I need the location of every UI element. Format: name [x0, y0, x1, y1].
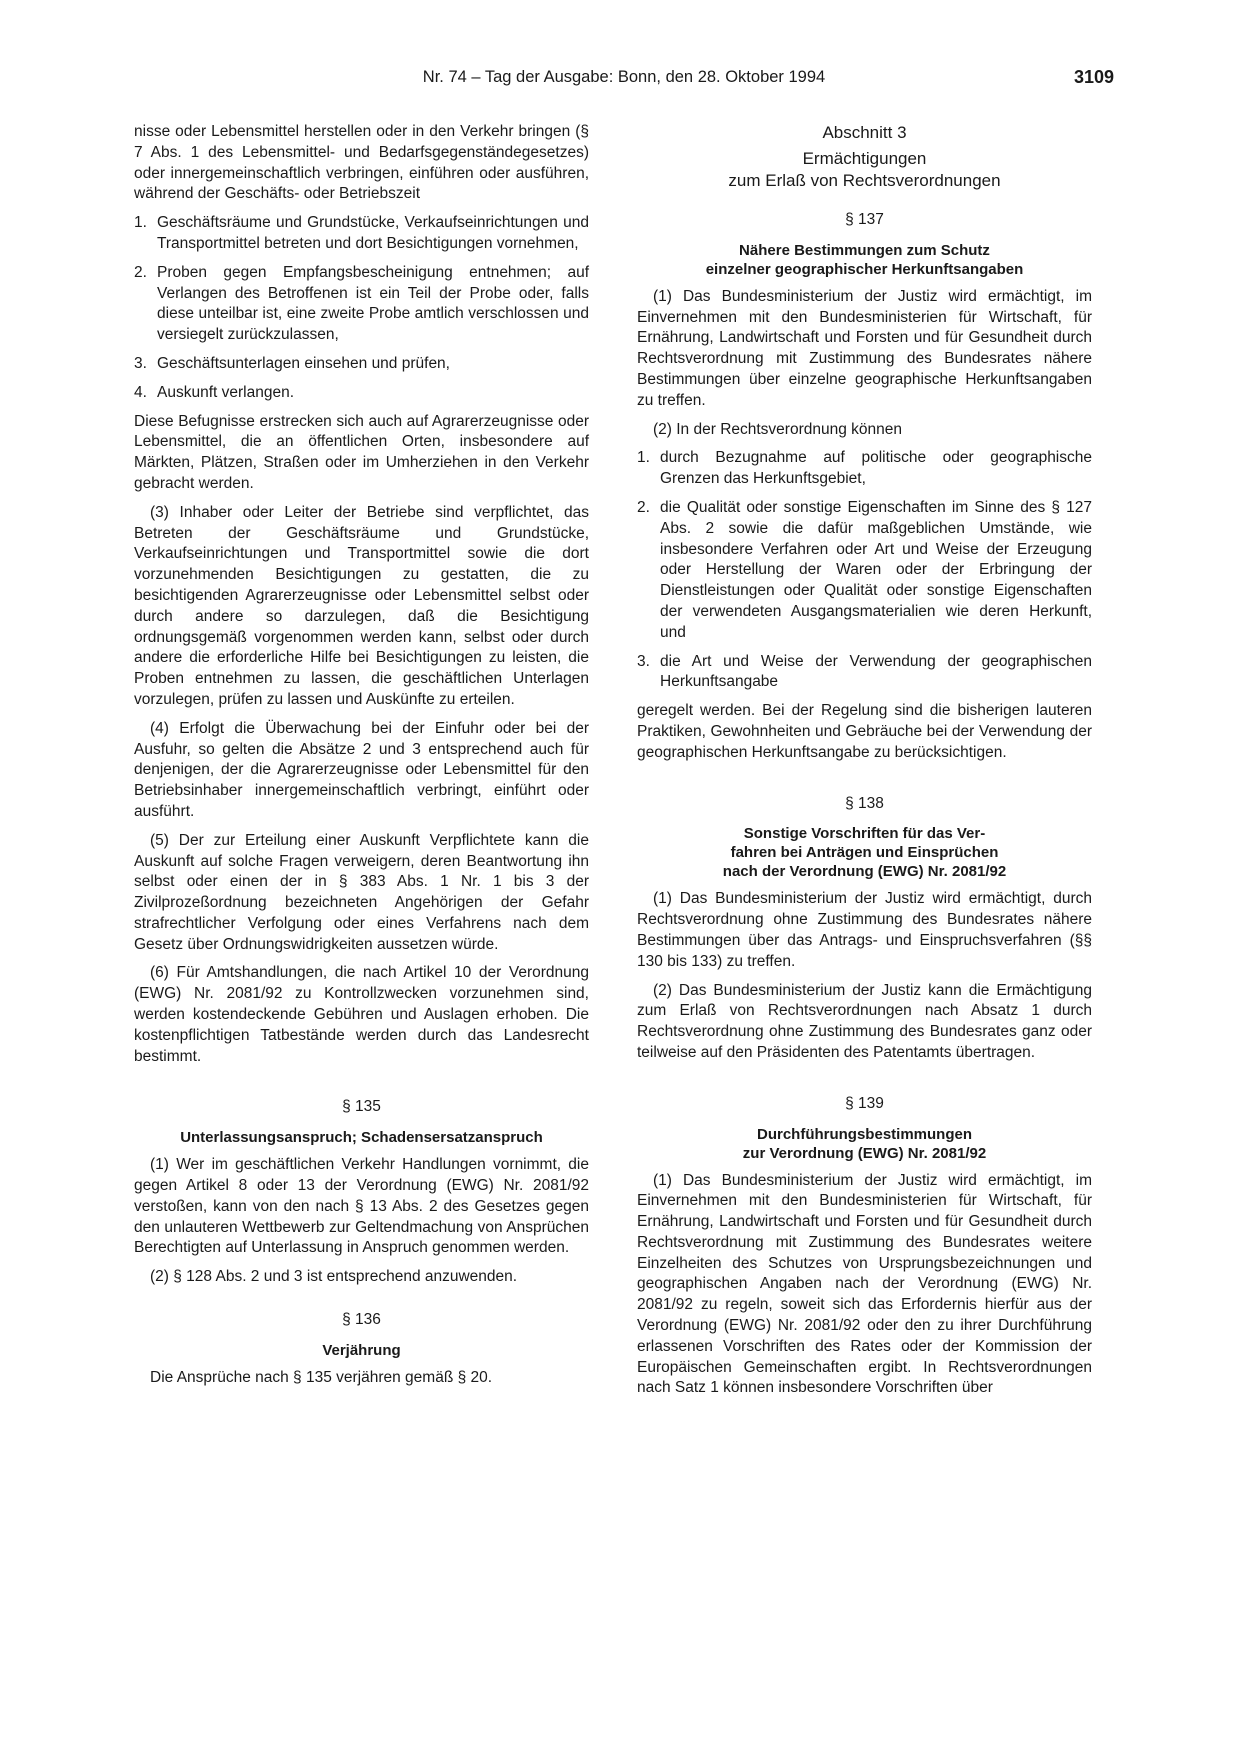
list-item [637, 652, 1092, 694]
list-item [637, 498, 1092, 644]
intro-paragraph: nisse oder Lebensmittel herstellen oder in den Verkehr bringen (§ 7 Abs. 1 des Lebensmittel- und Bedarfsgegenständegesetzes) oder innergemeinschaftlich verbringen, einführen oder ausführen, während der Geschäfts- oder Betriebszeit [134, 123, 589, 203]
list-item-text: Geschäftsunterlagen einsehen und prüfen, [157, 354, 450, 372]
section-138-title-line-3: nach der Verordnung (EWG) Nr. 2081/92 [722, 863, 1007, 881]
paragraph-3: (3) Inhaber oder Leiter der Betriebe sind verpflichtet, das Betreten der Geschäftsräume und Grundstücke, Verkaufseinrichtungen und Transportmittel sowie die dort vorzunehmenden Besichtigungen zu gestatten, die zu besichtigenden Agrarerzeugnisse oder Lebensmittel selbst oder durch andere so darzulegen, daß die Besichtigung ordnungsgemäß vorgenommen werden kann, selbst oder durch andere die erforderliche Hilfe bei Besichtigungen zu leisten, die Proben entnehmen zu lassen, die geschäftlichen Unterlagen vorzulegen, prüfen zu lassen und Auskünfte zu erteilen. [134, 503, 589, 708]
section-137-title [637, 241, 1092, 279]
header-text: Nr. 74 – Tag der Ausgabe: Bonn, den 28. Oktober 1994 [422, 68, 826, 86]
chapter-title-line-2: zum Erlaß von Rechtsverordnungen [728, 171, 1001, 190]
section-139-paragraph-1: (1) Das Bundesministerium der Justiz wird ermächtigt, im Einvernehmen mit den Bundesministerien für Wirtschaft, für Ernährung, Landwirtschaft und Forsten und für Gesundheit durch Rechtsverordnung mit Zustimmung des Bundesrates weitere Einzelheiten des Schutzes von Ursprungsbezeichnungen und geographischen Angaben nach der Verordnung (EWG) Nr. 2081/92 zu regeln, soweit sich das Erfordernis hierfür aus der Verordnung (EWG) Nr. 2081/92 oder den zu ihrer Durchführung erlassenen Vorschriften des Rates oder der Kommission der Europäischen Gemeinschaften ergibt. In Rechtsverordnungen nach Satz 1 können insbesondere Vorschriften über [637, 1171, 1092, 1397]
list-item-number: 1. [637, 449, 650, 467]
section-139-number: § 139 [845, 1094, 884, 1112]
section-135-paragraph-2: (2) § 128 Abs. 2 und 3 ist entsprechend anzuwenden. [150, 1268, 518, 1286]
list-item-number: 4. [134, 383, 147, 401]
list-item-number: 2. [637, 498, 650, 516]
list-item-text: die Qualität oder sonstige Eigenschaften im Sinne des § 127 Abs. 2 sowie die dafür maßgeblichen Umstände, wie insbesondere Verfahren oder Art und Weise der Erzeugung oder Herstellung der Waren oder der Erbringung der Dienstleistungen oder Qualität oder sonstige Eigenschaften der verwendeten Ausgangsmaterialien wie deren Herkunft, und [660, 498, 1092, 641]
page-number: 3109 [1073, 67, 1114, 87]
list-item [134, 263, 589, 346]
left-column [134, 122, 589, 1397]
section-137-closing: geregelt werden. Bei der Regelung sind die bisherigen lauteren Praktiken, Gewohnheiten und Gebräuche bei der Verwendung der geographischen Herkunftsangabe zu berücksichtigen. [637, 702, 1092, 761]
section-138-paragraph-2: (2) Das Bundesministerium der Justiz kann die Ermächtigung zum Erlaß von Rechtsverordnungen nach Absatz 1 durch Rechtsverordnung ohne Zustimmung des Bundesrates ganz oder teilweise auf den Präsidenten des Patentamts übertragen. [637, 981, 1092, 1061]
list-item-text: Auskunft verlangen. [157, 383, 295, 401]
right-column [637, 122, 1092, 1407]
list-item [134, 354, 589, 375]
section-139-title-line-2: zur Verordnung (EWG) Nr. 2081/92 [742, 1144, 987, 1162]
list-item-number: 1. [134, 214, 147, 232]
section-138-number: § 138 [845, 794, 884, 812]
section-138-title-line-2: fahren bei Anträgen und Einsprüchen [730, 844, 999, 862]
list-item [637, 448, 1092, 490]
section-137-title-line-2: einzelner geographischer Herkunftsangaben [705, 260, 1024, 278]
section-137-number: § 137 [845, 211, 884, 228]
list-item-number: 3. [134, 354, 147, 372]
section-136-number: § 136 [342, 1311, 381, 1329]
section-135-paragraph-1: (1) Wer im geschäftlichen Verkehr Handlungen vornimmt, die gegen Artikel 8 oder 13 der Verordnung (EWG) Nr. 2081/92 verstoßen, kann von den nach § 13 Abs. 2 des Gesetzes gegen den unlauteren Wettbewerb zur Geltendmachung von Ansprüchen Berechtigten auf Unterlassung in Anspruch genommen werden. [134, 1156, 589, 1257]
list-item-text: die Art und Weise der Verwendung der geographischen Herkunftsangabe [660, 652, 1092, 691]
list-item-number: 3. [637, 652, 650, 670]
section-138-title [637, 824, 1092, 881]
chapter-number: Abschnitt 3 [822, 123, 907, 142]
regulation-list [637, 448, 1092, 693]
section-135-number: § 135 [342, 1098, 381, 1116]
paragraph-5: (5) Der zur Erteilung einer Auskunft Verpflichtete kann die Auskunft auf solche Fragen verweigern, deren Beantwortung ihn selbst oder einen der in § 383 Abs. 1 Nr. 1 bis 3 der Zivilprozeßordnung bezeichneten Angehörigen der Gefahr strafrechtlicher Verfolgung oder eines Verfahrens nach dem Gesetz über Ordnungswidrigkeiten aussetzen würde. [134, 831, 589, 953]
section-137-paragraph-1: (1) Das Bundesministerium der Justiz wird ermächtigt, im Einvernehmen mit den Bundesministerien für Wirtschaft, für Ernährung, Landwirtschaft und Forsten und für Gesundheit durch Rechtsverordnung mit Zustimmung des Bundesrates nähere Bestimmungen über einzelne geographische Herkunftsangaben zu treffen. [637, 287, 1092, 409]
powers-list [134, 213, 589, 403]
paragraph-4: (4) Erfolgt die Überwachung bei der Einfuhr oder bei der Ausfuhr, so gelten die Absätze 2 und 3 entsprechend auch für denjenigen, der die Agrarerzeugnisse oder Lebensmittel für den Betriebsinhaber innergemeinschaftlich verbringt, einführt oder ausführt. [134, 719, 589, 820]
after-list-paragraph: Diese Befugnisse erstrecken sich auch auf Agrarerzeugnisse oder Lebensmittel, die an öffentlichen Orten, insbesondere auf Märkten, Plätzen, Straßen oder im Umherziehen in den Verkehr gebracht werden. [134, 412, 589, 492]
chapter-title-line-1: Ermächtigungen [802, 149, 927, 168]
list-item-text: durch Bezugnahme auf politische oder geographische Grenzen das Herkunftsgebiet, [660, 449, 1092, 488]
section-139-title [637, 1125, 1092, 1163]
list-item [134, 383, 589, 404]
list-item-number: 2. [134, 263, 147, 281]
section-137-title-line-1: Nähere Bestimmungen zum Schutz [739, 241, 990, 259]
section-138-paragraph-1: (1) Das Bundesministerium der Justiz wird ermächtigt, durch Rechtsverordnung ohne Zustimmung des Bundesrates nähere Bestimmungen über das Antrags- und Einspruchsverfahren (§§ 130 bis 133) zu treffen. [637, 890, 1092, 970]
section-138-title-line-1: Sonstige Vorschriften für das Ver- [743, 825, 986, 843]
paragraph-6: (6) Für Amtshandlungen, die nach Artikel 10 der Verordnung (EWG) Nr. 2081/92 zu Kontrollzwecken vorzunehmen sind, werden kostendeckende Gebühren und Auslagen erhoben. Die kostenpflichtigen Tatbestände werden durch das Landesrecht bestimmt. [134, 964, 589, 1065]
list-item-text: Proben gegen Empfangsbescheinigung entnehmen; auf Verlangen des Betroffenen ist ein Teil der Probe oder, falls diese unteilbar ist, eine zweite Probe amtlich verschlossen und versiegelt zurückzulassen, [157, 263, 589, 344]
section-136-paragraph-1: Die Ansprüche nach § 135 verjähren gemäß § 20. [150, 1368, 493, 1386]
section-137-paragraph-2: (2) In der Rechtsverordnung können [653, 420, 903, 438]
list-item-text: Geschäftsräume und Grundstücke, Verkaufseinrichtungen und Transportmittel betreten und dort Besichtigungen vornehmen, [157, 214, 589, 252]
chapter-heading [637, 122, 1092, 192]
section-135-title: Unterlassungsanspruch; Schadensersatzanspruch [180, 1129, 543, 1147]
list-item [134, 213, 589, 255]
section-136-title: Verjährung [322, 1341, 401, 1359]
section-139-title-line-1: Durchführungsbestimmungen [756, 1125, 972, 1143]
page-header [134, 68, 1114, 92]
